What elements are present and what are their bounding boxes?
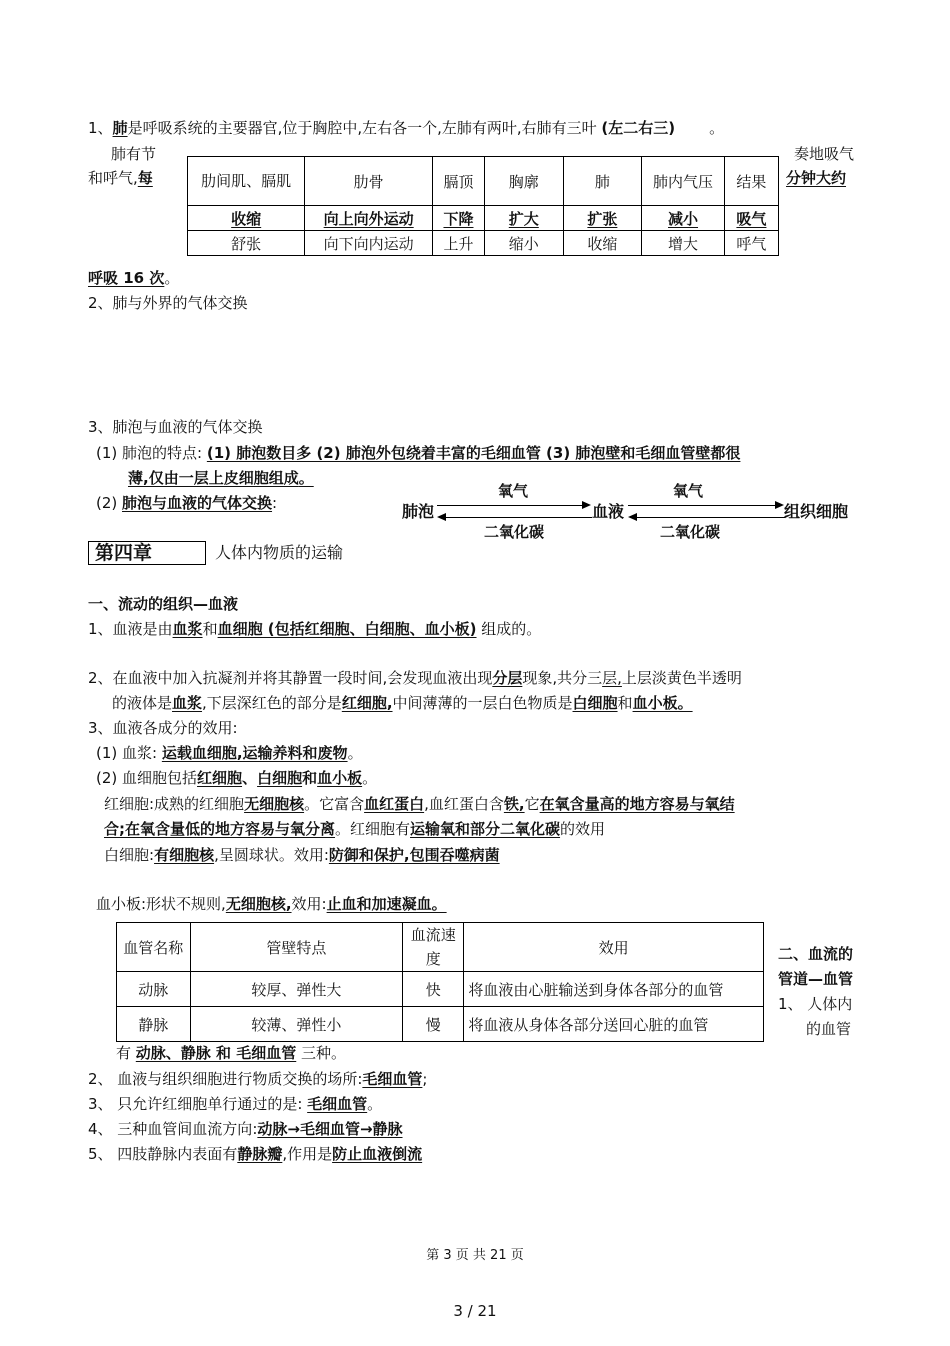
blood-line6: (2) 血细胞包括红细胞、白细胞和血小板。 [96, 769, 378, 787]
arrow-right-head [775, 501, 784, 509]
vessels-right1: 1、 人体内 [778, 995, 853, 1013]
blood-line7: 红细胞:成熟的红细胞无细胞核。它富含血红蛋白,血红蛋白含铁,它在氧含量高的地方容易与氧结 [104, 795, 735, 813]
s1-right2: 分钟大约 [786, 169, 847, 187]
blood-line9: 白细胞:有细胞核,呈圆球状。效用:防御和保护,包围吞噬病菌 [104, 846, 500, 864]
label-co2-2: 二氧化碳 [660, 523, 721, 541]
table-cell: 收缩 [188, 206, 305, 231]
blood-line3: 的液体是血浆,下层深红色的部分是红细胞,中间薄薄的一层白色物质是白细胞和血小板。 [112, 694, 693, 712]
s1-line1: 1、肺是呼吸系统的主要器官,位于胸腔中,左右各一个,左肺有两叶,右肺有三叶 (左二右三) 。 [88, 119, 725, 137]
node-alveoli: 肺泡 [402, 502, 435, 521]
table-cell: 静脉 [117, 1007, 191, 1042]
table-header: 肋骨 [305, 157, 433, 206]
chapter-title: 人体内物质的运输 [215, 543, 344, 562]
s1-after: 呼吸 16 次。 [88, 269, 180, 287]
table-cell: 减小 [642, 206, 725, 231]
table-cell: 收缩 [563, 231, 642, 256]
arrow-right-line [437, 505, 583, 506]
blood-line1: 1、血液是由血浆和血细胞 (包括红细胞、白细胞、血小板) 组成的。 [88, 620, 542, 638]
arrow-left-line [637, 517, 785, 518]
label-co2-1: 二氧化碳 [484, 523, 545, 541]
blood-heading: 一、流动的组织—血液 [88, 595, 239, 613]
table-cell: 下降 [432, 206, 484, 231]
table-header: 胸廓 [485, 157, 564, 206]
blood-line2: 2、在血液中加入抗凝剂并将其静置一段时间,会发现血液出现分层现象,共分三层,上层淡黄色半透明 [88, 669, 742, 687]
s1-left1: 肺有节 [111, 145, 157, 163]
page-footer: 第 3 页 共 21 页 [426, 1248, 524, 1263]
table-cell: 向下向内运动 [305, 231, 433, 256]
vessels-line2: 2、 血液与组织细胞进行物质交换的场所:毛细血管; [88, 1070, 428, 1088]
arrow-right-line [628, 505, 776, 506]
breathing-table [187, 156, 779, 256]
table-header: 肺 [563, 157, 642, 206]
arrow-left-line [446, 517, 592, 518]
table-cell: 较厚、弹性大 [190, 972, 403, 1007]
table-row [188, 231, 779, 256]
table-header: 结果 [724, 157, 778, 206]
s3-p2: (2) 肺泡与血液的气体交换: [96, 494, 278, 512]
vessels-heading-b: 管道—血管 [778, 970, 854, 988]
table-cell: 呼气 [724, 231, 778, 256]
table-header-row [117, 923, 764, 972]
table-cell: 缩小 [485, 231, 564, 256]
arrow-right-head [582, 501, 591, 509]
s1-right1: 奏地吸气 [794, 145, 855, 163]
table-header: 管壁特点 [190, 923, 403, 972]
table-cell: 增大 [642, 231, 725, 256]
blood-line8: 合;在氧含量低的地方容易与氧分离。红细胞有运输氧和部分二氧化碳的效用 [104, 820, 606, 838]
page-indicator: 3 / 21 [453, 1302, 497, 1320]
vessels-line4: 4、 三种血管间血流方向:动脉→毛细血管→静脉 [88, 1120, 403, 1138]
table-cell: 动脉 [117, 972, 191, 1007]
table-row [188, 206, 779, 231]
vessels-line1: 有 动脉、静脉 和 毛细血管 三种。 [116, 1044, 347, 1062]
s1-left2: 和呼气,每 [88, 169, 153, 187]
table-cell: 较薄、弹性小 [190, 1007, 403, 1042]
table-header: 血流速度 [403, 923, 464, 972]
table-cell: 将血液从身体各部分送回心脏的血管 [464, 1007, 764, 1042]
table-cell: 上升 [432, 231, 484, 256]
table-cell: 舒张 [188, 231, 305, 256]
vessels-line5: 5、 四肢静脉内表面有静脉瓣,作用是防止血液倒流 [88, 1145, 423, 1163]
table-cell: 向上向外运动 [305, 206, 433, 231]
table-cell: 将血液由心脏输送到身体各部分的血管 [464, 972, 764, 1007]
table-header: 肺内气压 [642, 157, 725, 206]
blood-line5: (1) 血浆: 运载血细胞,运输养料和废物。 [96, 744, 363, 762]
vessels-line3: 3、 只允许红细胞单行通过的是: 毛细血管。 [88, 1095, 383, 1113]
chapter-label: 第四章 [88, 541, 206, 565]
arrow-left-head [437, 513, 446, 521]
node-blood: 血液 [592, 502, 625, 521]
vessels-right2: 的血管 [806, 1020, 852, 1038]
s3-p1: (1) 肺泡的特点: (1) 肺泡数目多 (2) 肺泡外包绕着丰富的毛细血管 (3) 肺泡壁和毛细血管壁都很 [96, 444, 741, 462]
label-oxygen-1: 氧气 [498, 482, 529, 500]
s2-title: 2、肺与外界的气体交换 [88, 294, 248, 312]
label-oxygen-2: 氧气 [673, 482, 704, 500]
table-row [117, 1007, 764, 1042]
blood-line4: 3、血液各成分的效用: [88, 719, 238, 737]
table-header: 血管名称 [117, 923, 191, 972]
vessel-table [116, 922, 764, 1042]
node-tissue-cell: 组织细胞 [784, 502, 849, 521]
table-header-row [188, 157, 779, 206]
s3-p1-cont: 薄,仅由一层上皮细胞组成。 [128, 469, 314, 487]
table-header: 效用 [464, 923, 764, 972]
vessels-heading-a: 二、血流的 [778, 945, 854, 963]
table-header: 膈顶 [432, 157, 484, 206]
table-cell: 慢 [403, 1007, 464, 1042]
table-cell: 扩张 [563, 206, 642, 231]
table-cell: 快 [403, 972, 464, 1007]
table-cell: 吸气 [724, 206, 778, 231]
s3-title: 3、肺泡与血液的气体交换 [88, 418, 263, 436]
blood-line10: 血小板:形状不规则,无细胞核,效用:止血和加速凝血。 [96, 895, 447, 913]
table-cell: 扩大 [485, 206, 564, 231]
table-row [117, 972, 764, 1007]
table-header: 肋间肌、膈肌 [188, 157, 305, 206]
arrow-left-head [628, 513, 637, 521]
